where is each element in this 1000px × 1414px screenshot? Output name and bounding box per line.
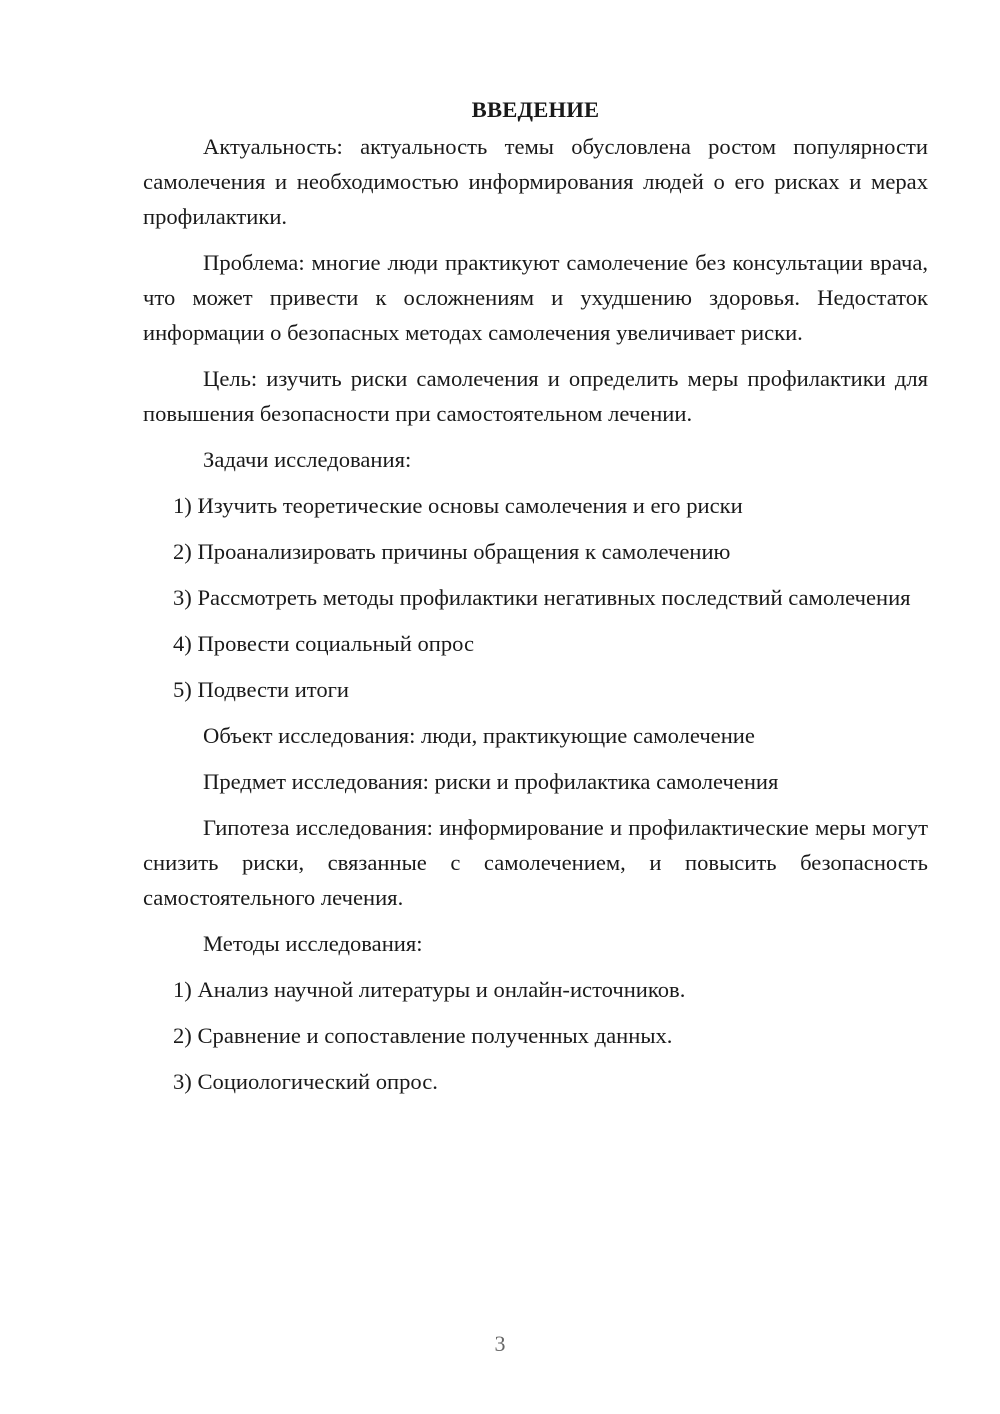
task-item: 4) Провести социальный опрос — [173, 631, 475, 656]
task-item: 3) Рассмотреть методы профилактики негативных последствий самолечения — [173, 585, 911, 610]
hypothesis-paragraph: Гипотеза исследования: информирование и профилактические меры могут снизить риски, связанные с самолечением, и повысить безопасность самостоятельного лечения. — [143, 815, 928, 910]
problem-paragraph: Проблема: многие люди практикуют самолечение без консультации врача, что может привести к осложнениям и ухудшению здоровья. Недостаток информации о безопасных методах самолечения увеличивает риски. — [143, 250, 928, 345]
document-page — [143, 92, 928, 1110]
page-number: 3 — [494, 1331, 506, 1356]
section-title: ВВЕДЕНИЕ — [471, 97, 600, 122]
method-item: 1) Анализ научной литературы и онлайн-источников. — [173, 977, 686, 1002]
method-item: 3) Социологический опрос. — [173, 1069, 438, 1094]
relevance-paragraph: Актуальность: актуальность темы обусловлена ростом популярности самолечения и необходимостью информирования людей о его рисках и мерах профилактики. — [143, 134, 928, 229]
tasks-heading: Задачи исследования: — [203, 447, 412, 472]
task-item: 5) Подвести итоги — [173, 677, 350, 702]
methods-heading: Методы исследования: — [203, 931, 423, 956]
goal-paragraph: Цель: изучить риски самолечения и определить меры профилактики для повышения безопасности при самостоятельном лечении. — [143, 366, 928, 426]
task-item: 2) Проанализировать причины обращения к самолечению — [173, 539, 731, 564]
subject-paragraph: Предмет исследования: риски и профилактика самолечения — [203, 769, 779, 794]
method-item: 2) Сравнение и сопоставление полученных данных. — [173, 1023, 673, 1048]
task-item: 1) Изучить теоретические основы самолечения и его риски — [173, 493, 743, 518]
object-paragraph: Объект исследования: люди, практикующие самолечение — [203, 723, 755, 748]
